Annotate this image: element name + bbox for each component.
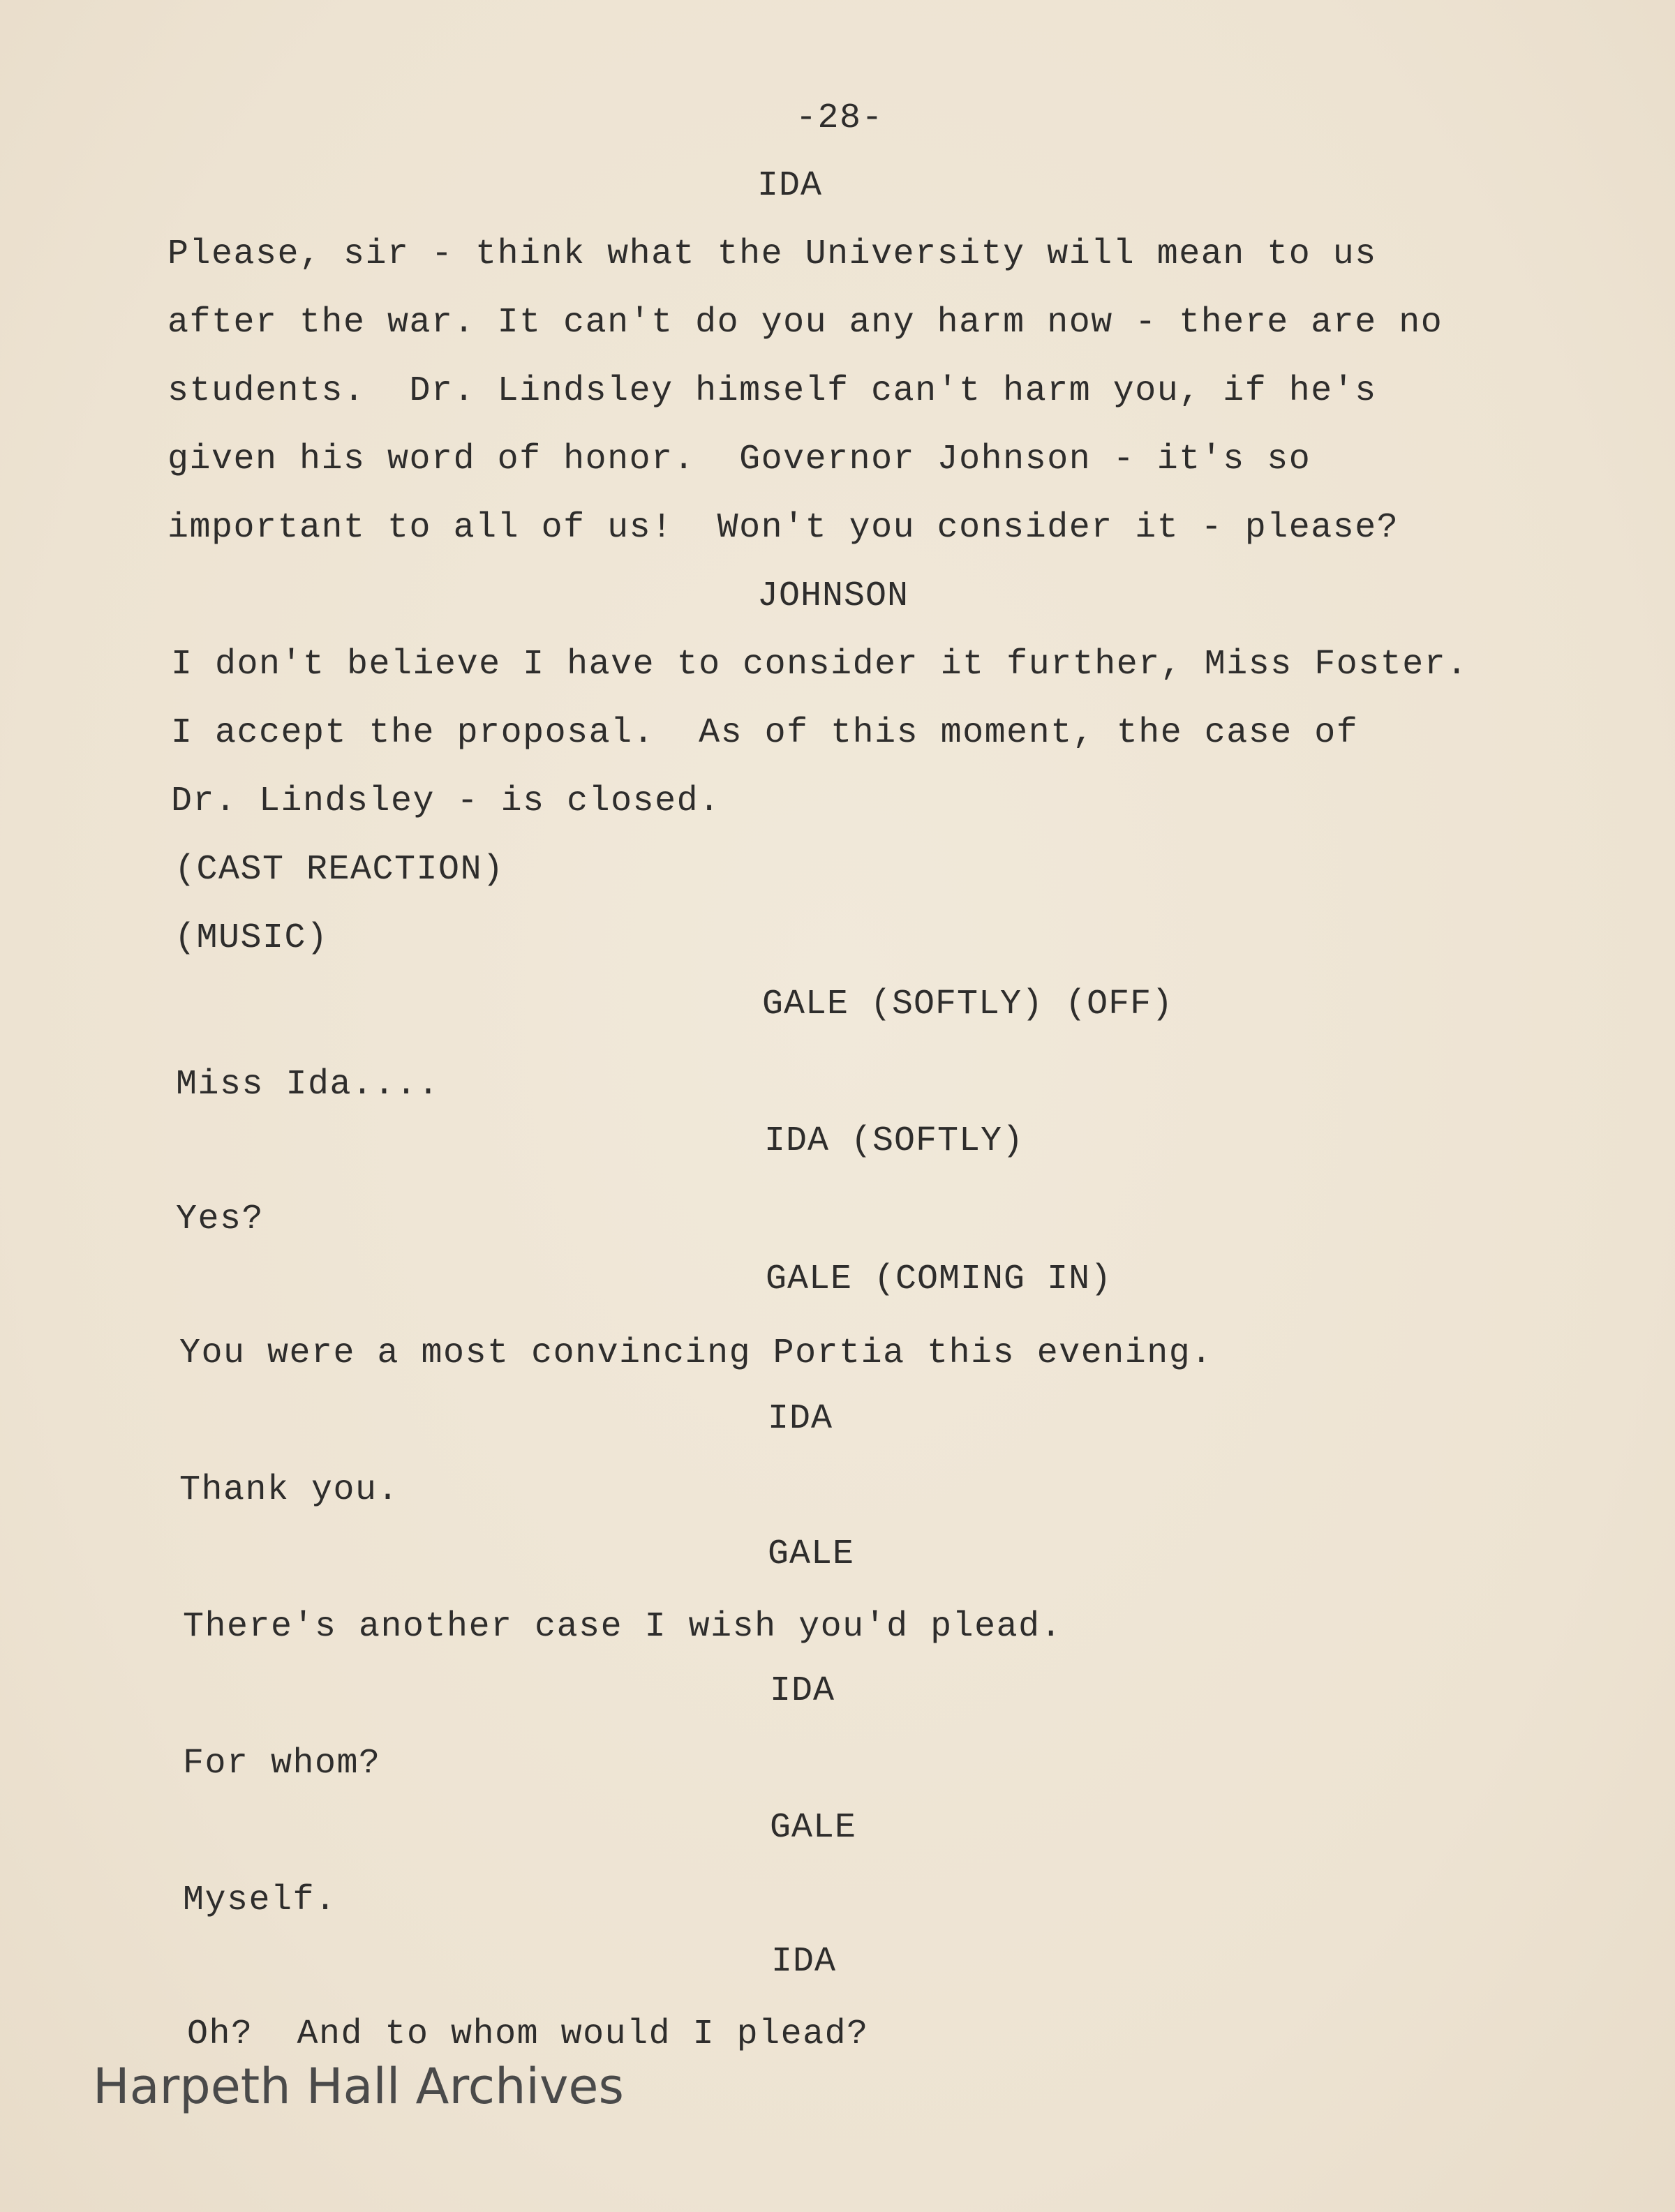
stage-direction: (MUSIC) bbox=[174, 918, 329, 958]
stage-direction: (CAST REACTION) bbox=[174, 850, 505, 890]
dialogue-line: Myself. bbox=[183, 1881, 337, 1920]
dialogue-line: given his word of honor. Governor Johnson - it's so bbox=[168, 440, 1311, 479]
speaker-gale: GALE bbox=[770, 1808, 857, 1848]
dialogue-line: Thank you. bbox=[179, 1470, 400, 1510]
speaker-ida: IDA bbox=[768, 1399, 833, 1439]
speaker-ida: IDA (SOFTLY) bbox=[764, 1121, 1025, 1161]
dialogue-line: There's another case I wish you'd plead. bbox=[183, 1607, 1063, 1647]
dialogue-line: Dr. Lindsley - is closed. bbox=[171, 782, 721, 821]
speaker-gale: GALE bbox=[768, 1534, 855, 1574]
speaker-ida: IDA bbox=[771, 1942, 837, 1982]
archive-watermark: Harpeth Hall Archives bbox=[93, 2058, 624, 2115]
speaker-gale: GALE (SOFTLY) (OFF) bbox=[762, 985, 1174, 1024]
dialogue-line: You were a most convincing Portia this evening. bbox=[179, 1333, 1213, 1373]
dialogue-line: Please, sir - think what the University will mean to us bbox=[168, 234, 1377, 274]
speaker-gale: GALE (COMING IN) bbox=[766, 1260, 1112, 1299]
dialogue-line: Miss Ida.... bbox=[176, 1065, 440, 1105]
dialogue-line: Yes? bbox=[176, 1200, 265, 1239]
dialogue-line: I don't believe I have to consider it further, Miss Foster. bbox=[171, 645, 1468, 685]
speaker-ida: IDA bbox=[770, 1671, 835, 1711]
speaker-johnson: JOHNSON bbox=[757, 576, 909, 616]
dialogue-line: Oh? And to whom would I plead? bbox=[187, 2015, 869, 2054]
speaker-ida: IDA bbox=[757, 166, 823, 206]
dialogue-line: important to all of us! Won't you consider it - please? bbox=[168, 508, 1399, 548]
dialogue-line: students. Dr. Lindsley himself can't harm you, if he's bbox=[168, 371, 1377, 411]
page-number: -28- bbox=[796, 98, 884, 138]
dialogue-line: For whom? bbox=[183, 1744, 381, 1784]
dialogue-line: after the war. It can't do you any harm now - there are no bbox=[168, 303, 1443, 343]
dialogue-line: I accept the proposal. As of this moment, the case of bbox=[171, 713, 1359, 753]
